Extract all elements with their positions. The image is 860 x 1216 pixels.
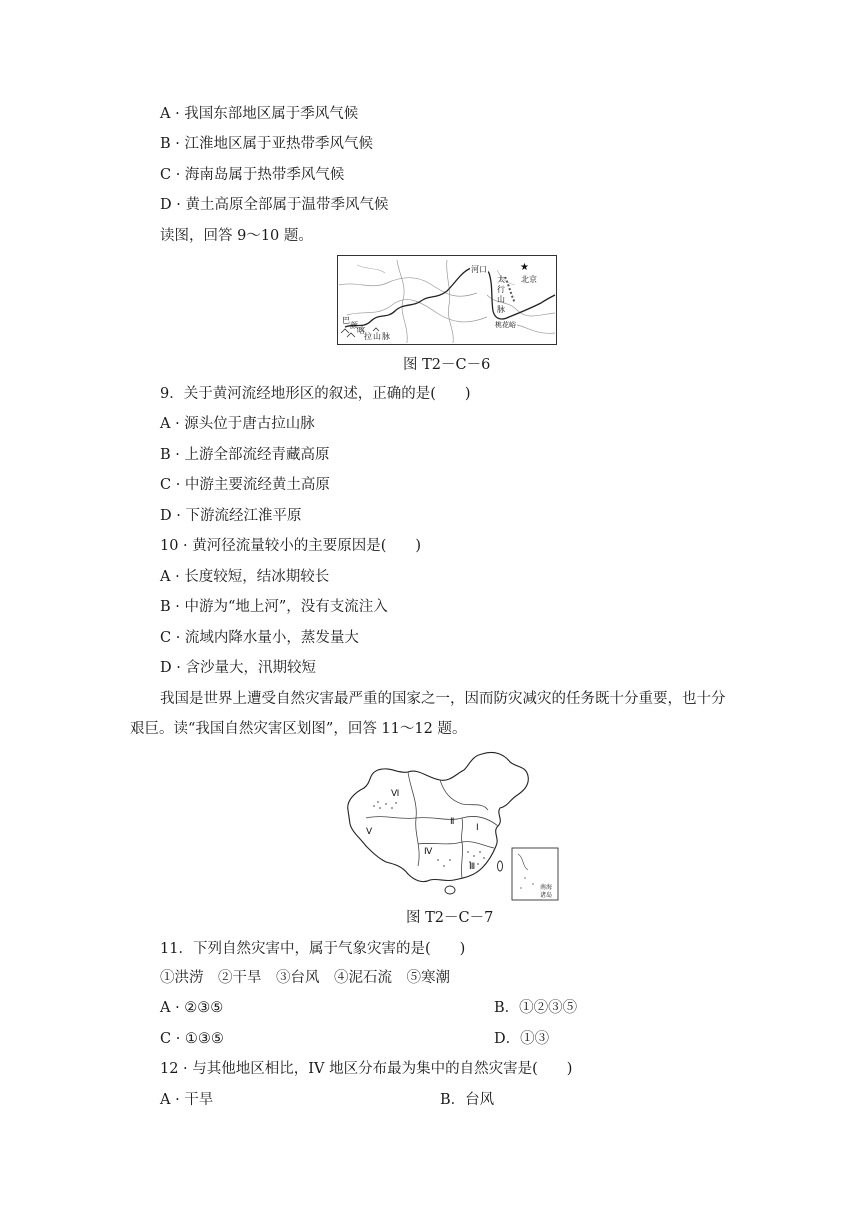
label-bayankala-3: 喀	[357, 326, 365, 335]
label-inset-2: 诸岛	[540, 892, 553, 899]
label-zone-5: Ⅴ	[366, 827, 373, 837]
q12-option-b: B．台风	[440, 1092, 495, 1108]
q8-option-a: A · 我国东部地区属于季风气候	[160, 106, 359, 122]
yellow-river-map	[337, 255, 557, 347]
intro-9-10: 读图，回答 9～10 题。	[160, 228, 313, 244]
label-taihang-4: 脉	[497, 305, 505, 314]
label-bayankala-4: 拉	[364, 332, 372, 341]
q9-option-b: B · 上游全部流经青藏高原	[160, 447, 330, 463]
intro-11-12: 我国是世界上遭受自然灾害最严重的国家之一，因而防灾减灾的任务既十分重要，也十分艰巨。读“我国自然灾害区划图”，回答 11～12 题。	[130, 691, 726, 737]
q10-stem: 10 · 黄河径流量较小的主要原因是( )	[160, 538, 422, 554]
label-hekou: 河口	[471, 265, 487, 274]
q8-option-d: D · 黄土高原全部属于温带季风气候	[160, 197, 389, 213]
label-taihang-3: 山	[497, 295, 505, 304]
label-taihang-2: 行	[497, 285, 505, 294]
q11-option-d: D．①③	[494, 1031, 550, 1047]
label-bayankala-6: 脉	[382, 332, 390, 341]
q9-option-d: D · 下游流经江淮平原	[160, 508, 302, 524]
china-hazard-map	[338, 748, 560, 902]
q9-stem: 9．关于黄河流经地形区的叙述，正确的是( )	[160, 386, 471, 402]
q11-option-c: C · ①③⑤	[160, 1031, 224, 1047]
label-taohuayu: 桃花峪	[495, 321, 516, 329]
q12-stem: 12 · 与其他地区相比，IV 地区分布最为集中的自然灾害是( )	[160, 1061, 573, 1077]
q12-option-a: A · 干旱	[160, 1092, 214, 1108]
q11-option-a: A · ②③⑤	[160, 1000, 224, 1016]
label-bayankala-2: 颜	[350, 321, 358, 330]
label-bayankala-1: 巴	[342, 316, 350, 325]
q10-option-a: A · 长度较短，结冰期较长	[160, 569, 330, 585]
q9-option-c: C · 中游主要流经黄土高原	[160, 477, 330, 493]
fig6-caption: 图 T2－C－6	[403, 357, 491, 373]
q8-option-b: B · 江淮地区属于亚热带季风气候	[160, 136, 373, 152]
label-zone-6: Ⅵ	[391, 789, 400, 799]
q11-stem: 11．下列自然灾害中，属于气象灾害的是( )	[160, 941, 466, 957]
q8-option-c: C · 海南岛属于热带季风气候	[160, 167, 345, 183]
star-icon: ★	[520, 262, 529, 273]
label-zone-3: Ⅲ	[469, 862, 476, 872]
label-bayankala-5: 山	[373, 332, 381, 341]
q11-option-b: B．①②③⑤	[494, 1000, 578, 1016]
label-taihang-1: 太	[497, 275, 505, 284]
label-zone-2: Ⅱ	[450, 817, 455, 827]
q10-option-c: C · 流域内降水量小，蒸发量大	[160, 630, 359, 646]
q10-option-b: B · 中游为“地上河”，没有支流注入	[160, 599, 388, 615]
q10-option-d: D · 含沙量大，汛期较短	[160, 660, 316, 676]
q9-option-a: A · 源头位于唐古拉山脉	[160, 416, 315, 432]
label-inset-1: 南海	[540, 884, 553, 891]
label-zone-1: Ⅰ	[476, 823, 479, 833]
label-beijing: 北京	[521, 275, 537, 284]
label-zone-4: Ⅳ	[424, 847, 433, 857]
q11-items: ①洪涝 ②干旱 ③台风 ④泥石流 ⑤寒潮	[160, 970, 450, 986]
fig7-caption: 图 T2－C－7	[406, 910, 494, 926]
